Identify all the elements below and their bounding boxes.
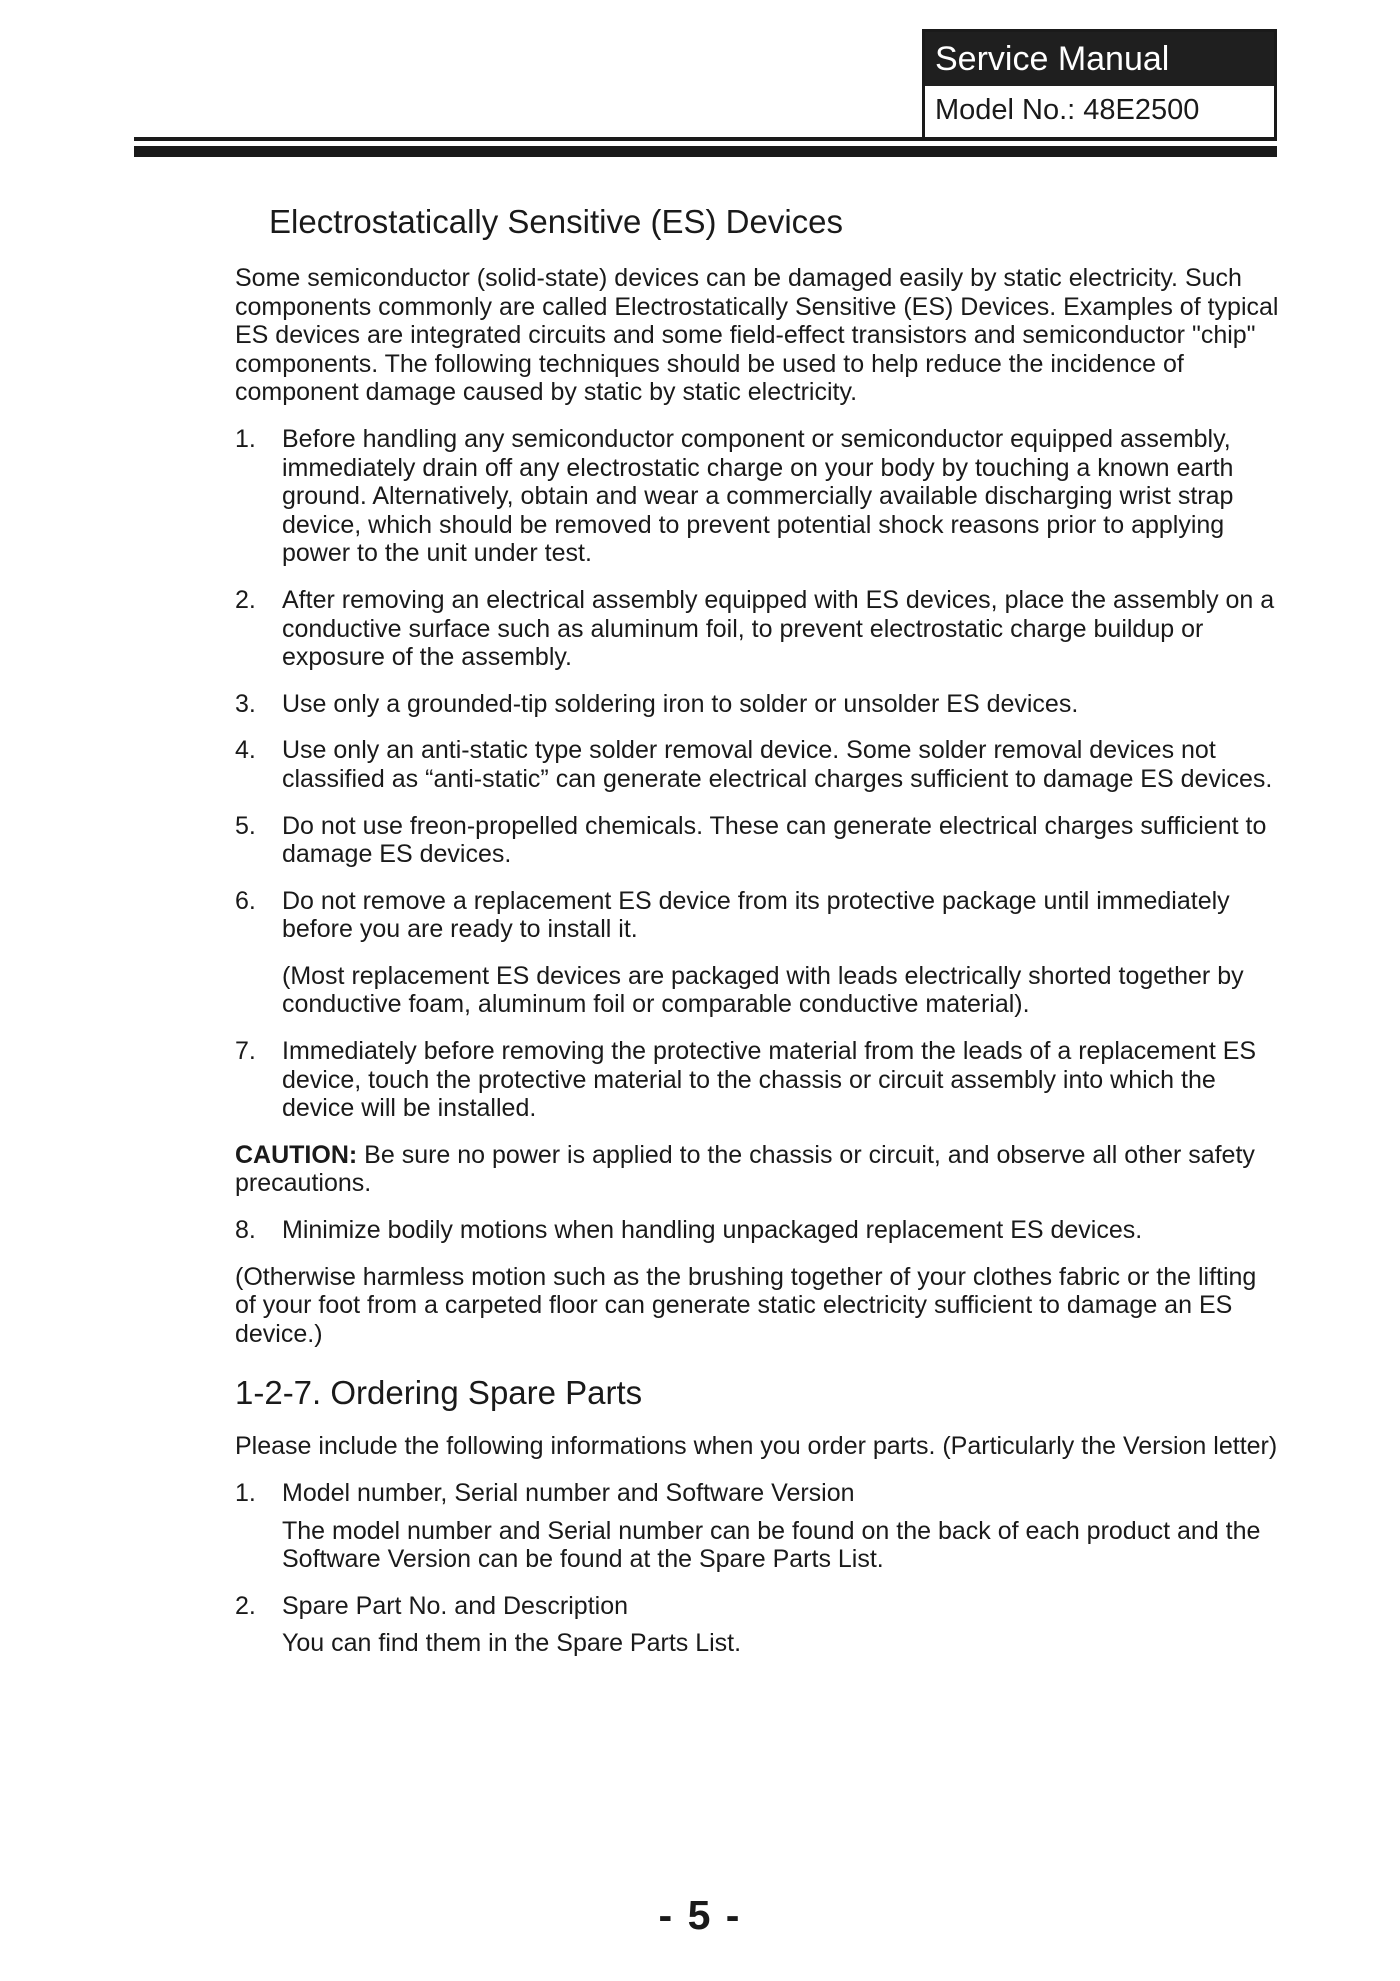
es-closing: (Otherwise harmless motion such as the brushing together of your clothes fabric or the lifting of your foot from a carpeted floor can generate static electricity sufficient to damage an ES device.) [235,1262,1257,1348]
list-subtext: You can find them in the Spare Parts List. [282,1629,742,1658]
list-number: 2. [235,1591,256,1620]
es-list-item-2 [235,586,1280,672]
list-text: Do not remove a replacement ES device from its protective package until immediately before you are ready to install it. [282,886,1230,944]
header-model: Model No.: 48E2500 [925,86,1274,139]
es-intro: Some semiconductor (solid-state) devices can be damaged easily by static electricity. Such components commonly are called Electrostatically Sensitive (ES) Devices. Examples of typical ES devices are integrated circuits and some field-effect transistors and semiconductor "chip" components. The following techniques should be used to help reduce the incidence of component damage caused by static by static electricity. [235,264,1279,407]
page-content [235,202,1280,1676]
parts-section-title: 1-2-7. Ordering Spare Parts [235,1374,643,1412]
list-text: After removing an electrical assembly equipped with ES devices, place the assembly on a conductive surface such as aluminum foil, to prevent electrostatic charge buildup or exposure of the assembly. [282,585,1275,672]
parts-list-item-2 [235,1592,1280,1658]
header-title: Service Manual [925,32,1274,86]
caution-text: Be sure no power is applied to the chassis or circuit, and observe all other safety precautions. [235,1140,1255,1198]
list-number: 7. [235,1037,256,1066]
header-box [922,29,1277,139]
es-list-item-5 [235,812,1280,869]
list-text: Use only a grounded-tip soldering iron to solder or unsolder ES devices. [282,689,1079,718]
list-number: 3. [235,689,256,718]
list-text: Spare Part No. and Description [282,1591,629,1620]
header-rule-thick [134,146,1277,157]
list-number: 1. [235,424,256,453]
parts-intro: Please include the following informations when you order parts. (Particularly the Version letter) [235,1432,1278,1461]
list-number: 8. [235,1216,256,1245]
list-text: Do not use freon-propelled chemicals. These can generate electrical charges sufficient to damage ES devices. [282,811,1267,869]
caution-label: CAUTION: [235,1140,358,1169]
es-list-item-7 [235,1037,1280,1123]
es-list-item-6 [235,887,1280,1019]
list-number: 4. [235,736,256,765]
page-number: - 5 - [658,1892,742,1938]
header-rule-thin [134,137,1277,141]
list-text: Model number, Serial number and Software Version [282,1479,855,1507]
list-text: Use only an anti-static type solder removal device. Some solder removal devices not classified as “anti-static” can generate electrical charges sufficient to damage ES devices. [282,736,1273,793]
list-note: (Most replacement ES devices are packaged with leads electrically shorted together by conductive foam, aluminum foil or comparable conductive material). [282,961,1244,1019]
list-text: Before handling any semiconductor component or semiconductor equipped assembly, immediately drain off any electrostatic charge on your body by touching a known earth ground. Alternatively, obtain and wear a commercially available discharging wrist strap device, which should be removed to prevent potential shock reasons prior to applying power to the unit under test. [282,424,1234,568]
caution-paragraph [235,1141,1280,1198]
list-body [282,1592,1280,1658]
es-list-item-3 [235,690,1280,719]
es-list-item-1 [235,425,1280,568]
es-list-item-4 [235,736,1280,793]
list-number: 2. [235,585,256,614]
list-number: 5. [235,811,256,840]
list-text: Immediately before removing the protective material from the leads of a replacement ES device, touch the protective material to the chassis or circuit assembly into which the device will be installed. [282,1037,1257,1123]
list-number: 6. [235,886,256,915]
list-body [282,887,1280,1019]
list-subtext: The model number and Serial number can be found on the back of each product and the Software Version can be found at the Spare Parts List. [282,1516,1261,1574]
list-text: Minimize bodily motions when handling unpackaged replacement ES devices. [282,1216,1143,1245]
es-list-item-8 [235,1216,1280,1245]
list-number: 1. [235,1479,256,1507]
parts-list-item-1 [235,1479,1280,1574]
es-section-title: Electrostatically Sensitive (ES) Devices [269,203,844,240]
list-body [282,1479,1280,1574]
